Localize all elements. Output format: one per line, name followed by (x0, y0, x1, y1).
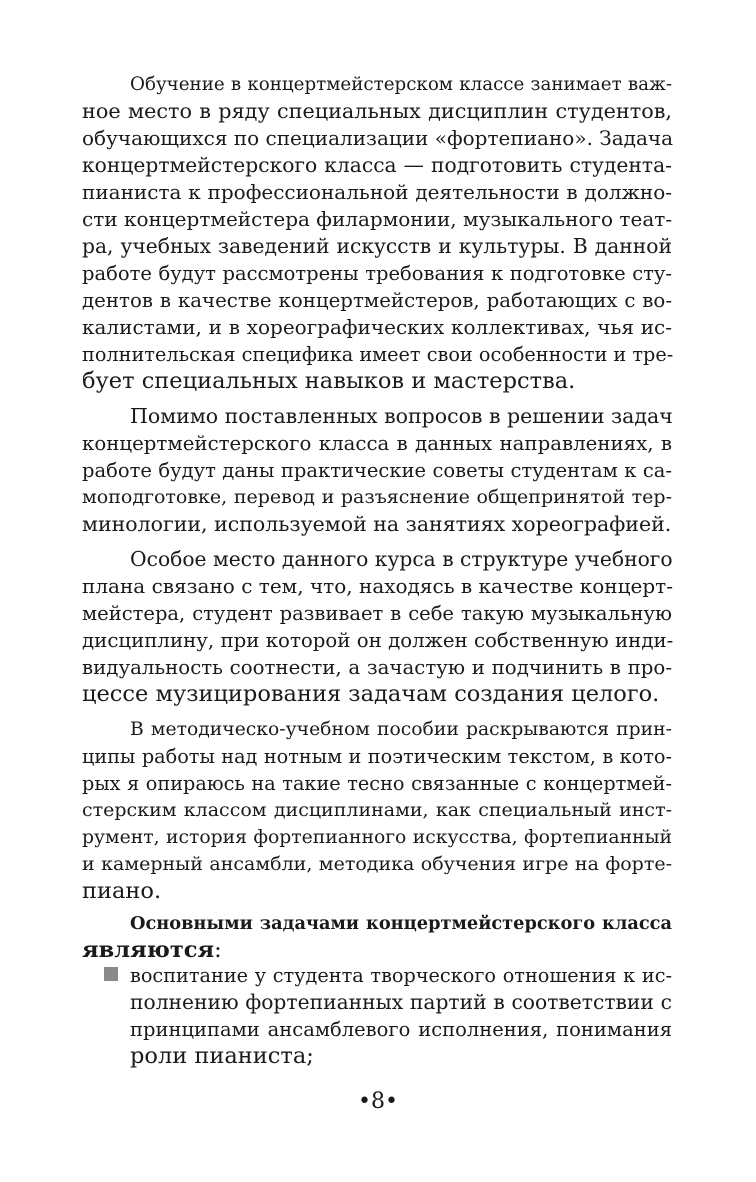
paragraph-1-line-1: Обучение в концертмейстерском классе занимает важ- (130, 74, 672, 95)
paragraph-1-line-12: бует специальных навыков и мастерства. (82, 368, 576, 394)
paragraph-2-line-5: минологии, используемой на занятиях хореографией. (82, 512, 672, 536)
paragraph-1-line-3: обучающихся по специализации «фортепиано». Задача (82, 126, 674, 150)
paragraph-1-line-5: пианиста к профессиональной деятельности в должно- (82, 180, 672, 204)
square-bullet-icon (104, 967, 118, 981)
bullet-line-1: воспитание у студента творческого отношения к ис- (130, 964, 672, 987)
paragraph-1-line-11: полнительская специфика имеет свои особенности и тре- (82, 343, 674, 366)
paragraph-1-line-9: дентов в качестве концертмейстеров, работающих с во- (82, 289, 672, 312)
paragraph-1-line-8: работе будут рассмотрены требования к подготовке сту- (82, 262, 672, 285)
paragraph-1-line-10: калистами, и в хореографических коллективах, чья ис- (82, 315, 672, 339)
paragraph-1-line-4: концертмейстерского класса — подготовить студента- (82, 153, 672, 177)
paragraph-3-line-2: плана связано с тем, что, находясь в качестве концерт- (82, 574, 673, 598)
paragraph-2-line-2: концертмейстерского класса в данных направлениях, в (82, 432, 672, 455)
paragraph-4-line-7: пиано. (82, 878, 162, 904)
paragraph-3-line-5: видуальность соотнести, а зачастую и подчинить в про- (82, 656, 672, 679)
paragraph-4-line-6: и камерный ансамбли, методика обучения игре на форте- (82, 853, 672, 875)
paragraph-1-line-6: сти концертмейстера филармонии, музыкального теат- (82, 207, 673, 231)
page-number: •8• (358, 1089, 398, 1114)
bullet-line-3: принципами ансамблевого исполнения, понимания (130, 1018, 672, 1041)
paragraph-3-line-1: Особое место данного курса в структуре учебного (130, 547, 673, 571)
paragraph-4-line-4: стерским классом дисциплинами, как специальный инст- (82, 799, 672, 821)
paragraph-3-line-6: цессе музицирования задачам создания целого. (82, 681, 660, 707)
tasks-heading-line-1: Основными задачами концертмейстерского класса (130, 913, 672, 934)
paragraph-3-line-4: дисциплину, при которой он должен собственную инди- (82, 629, 674, 652)
tasks-heading-bold-word: являются (82, 937, 215, 963)
paragraph-1-line-7: ра, учебных заведений искусств и культуры. В данной (82, 234, 672, 258)
paragraph-1-line-2: ное место в ряду специальных дисциплин студентов, (82, 99, 672, 123)
bullet-line-2: полнению фортепианных партий в соответствии с (130, 990, 672, 1014)
paragraph-4-line-3: рых я опираюсь на такие тесно связанные с концертмей- (82, 772, 672, 795)
tasks-heading-line-2 (82, 937, 672, 964)
tasks-heading-colon: : (214, 937, 222, 963)
paragraph-4-line-5: румент, история фортепианного искусства, фортепианный (82, 827, 672, 848)
paragraph-2-line-3: работе будут даны практические советы студентам к са- (82, 459, 672, 482)
paragraph-2-line-1: Помимо поставленных вопросов в решении задач (130, 404, 673, 428)
paragraph-4-line-1: В методическо-учебном пособии раскрываются прин- (130, 719, 672, 740)
bullet-line-4: роли пианиста; (130, 1043, 314, 1069)
paragraph-3-line-3: мейстера, студент развивает в себе такую музыкальную (82, 602, 672, 625)
paragraph-4-line-2: ципы работы над нотным и поэтическим текстом, в кото- (82, 745, 672, 768)
paragraph-2-line-4: моподготовке, перевод и разъяснение общепринятой тер- (82, 486, 672, 508)
